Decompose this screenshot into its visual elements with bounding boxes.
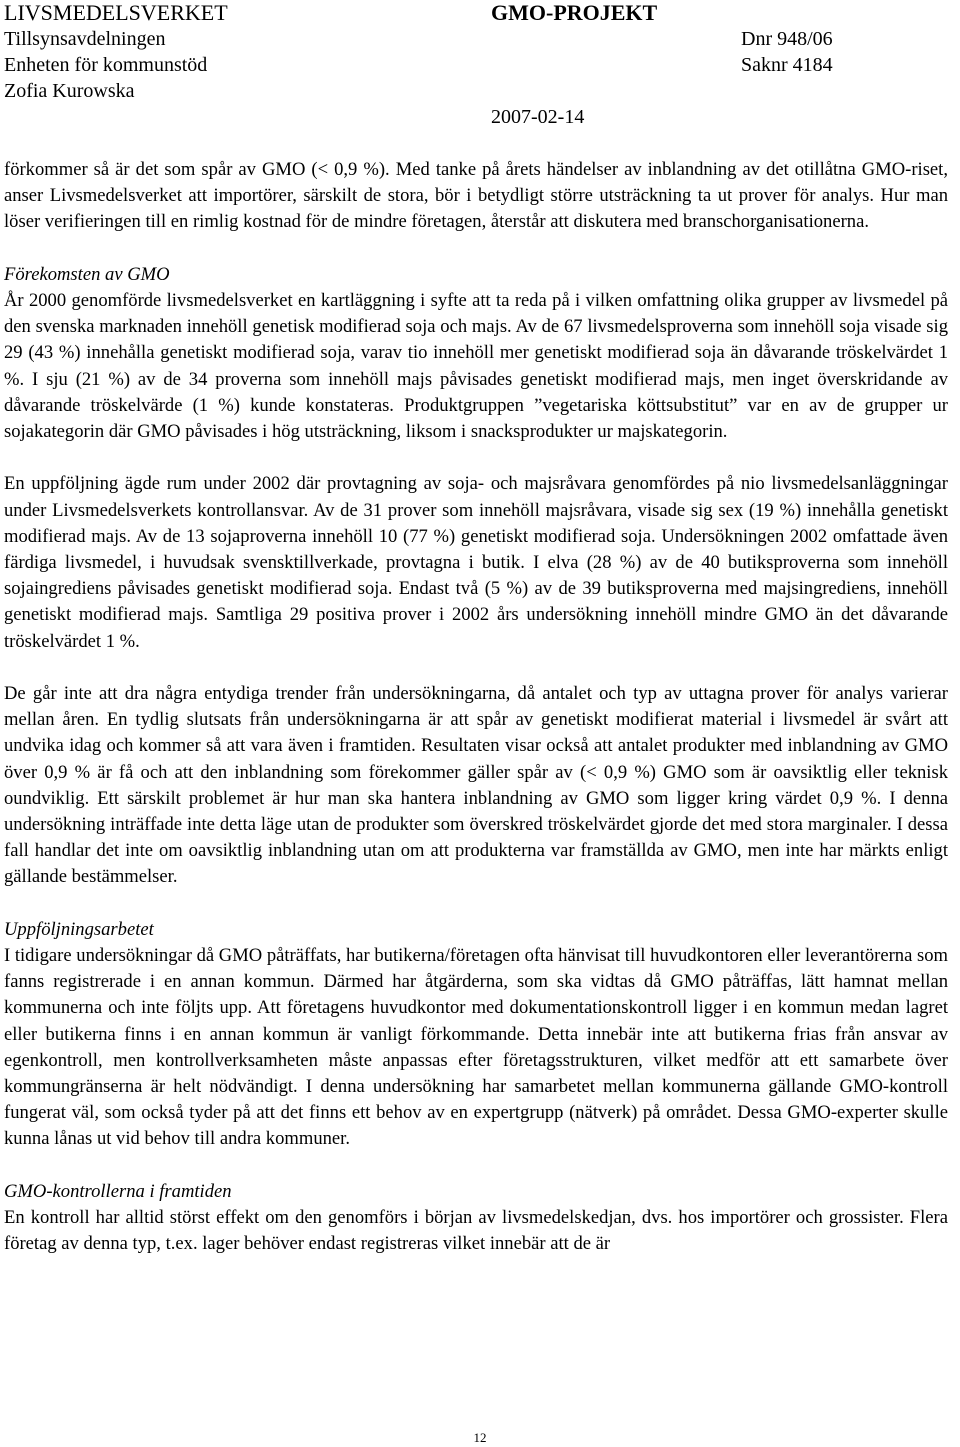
paragraph-import-verification: förkommer så är det som spår av GMO (< 0,9 %). Med tanke på årets händelser av inblandning av det otillåtna GMO-riset, anser Livsmedelsverket att importörer, särskilt de stora, bör i betydligt större utsträckning ta ut prover för analys. Hur man löser verifieringen till en rimlig kostnad för de mindre företagen, återstår att diskutera med branschorganisationerna. (4, 159, 948, 233)
page-number: 12 (473, 1430, 487, 1445)
paragraph-followup-work: I tidigare undersökningar då GMO påträffats, har butikerna/företagen ofta hänvisat till huvudkontoren eller leverantörerna som fanns registrerade i en annan kommun. Därmed har åtgärderna, som ska vidtas då GMO påträffas, lätt hamnat mellan kommunerna och inte följts upp. Att företagens huvudkontor med dokumentationskontroll ligger i en kommun medan lagret eller butikerna finns i en annan kommun är vanligt förkommande. Detta innebär inte att butikerna frias från ansvar av egenkontroll, men kontrollverksamheten måste anpassas efter företagsstrukturen, vilket medför att ett samarbete över kommungränserna är helt nödvändigt. I denna undersökning har samarbetet mellan kommunerna gällande GMO-kontroll fungerat väl, som också tyder på att det finns ett behov av en expertgrupp (nätverk) på området. Dessa GMO-experter skulle kunna lånas ut vid behov till andra kommuner. (4, 945, 948, 1150)
section-heading-future-controls: GMO-kontrollerna i framtiden (4, 1180, 232, 1202)
author-name: Zofia Kurowska (4, 80, 135, 102)
department-name: Tillsynsavdelningen (4, 28, 166, 50)
diary-number: Dnr 948/06 (741, 28, 833, 50)
paragraph-survey-2000: År 2000 genomförde livsmedelsverket en kartläggning i syfte att ta reda på i vilken omfattning olika grupper av livsmedel på den svenska marknaden innehöll genetisk modifierad soja och majs. Av de 67 livsmedelsproverna som innehöll soja visade sig 29 (43 %) innehålla genetiskt modifierad soja, varav tio innehöll mer genetiskt modifierad soja än dåvarande tröskelvärdet 1 %. I sju (21 %) av de 34 proverna som innehöll majs påvisades genetiskt modifierad majs, men inget överskridande av dåvarande tröskelvärde (1 %) kunde konstateras. Produktgruppen ”vegetariska köttsubstitut” var en av de grupper ur sojakategorin där GMO påvisades i hög utsträckning, liksom i snacksprodukter ur majskategorin. (4, 290, 948, 443)
section-heading-followup-work: Uppföljningsarbetet (4, 918, 154, 940)
agency-name: LIVSMEDELSVERKET (4, 0, 228, 25)
document-body (4, 157, 948, 1257)
paragraph-conclusions: De går inte att dra några entydiga trender från undersökningarna, då antalet och typ av uttagna prover för analys varierar mellan åren. En tydlig slutsats från undersökningarna är att spår av genetiskt modifierat material i livsmedel är svårt att undvika idag och kommer så att vara även i framtiden. Resultaten visar också att antalet produkter med inblandning av GMO över 0,9 % är få och att den inblandning som förekommer gäller spår av (< 0,9 %) GMO som är oavsiktlig eller teknisk oundviklig. Ett särskilt problemet är hur man ska hantera inblandning av GMO som ligger kring värdet 0,9 %. I denna undersökning inträffade inte detta läge utan de produkter som överskred tröskelvärdet gjorde det med stora marginaler. I dessa fall handlar det inte om oavsiktlig inblandning utan om att produkterna var framställda av GMO, men inte har märkts enligt gällande bestämmelser. (4, 683, 948, 888)
document-date: 2007-02-14 (491, 106, 585, 128)
paragraph-future-controls: En kontroll har alltid störst effekt om den genomförs i början av livsmedelskedjan, dvs. hos importörer och grossister. Flera företag av denna typ, t.ex. lager behöver endast registreras vilket innebär att de är (4, 1207, 948, 1255)
unit-name: Enheten för kommunstöd (4, 54, 208, 76)
section-heading-occurrence: Förekomsten av GMO (4, 263, 170, 285)
case-number: Saknr 4184 (741, 54, 833, 76)
project-title: GMO-PROJEKT (491, 0, 658, 25)
paragraph-followup-2002: En uppföljning ägde rum under 2002 där provtagning av soja- och majsråvara genomfördes på nio livsmedelsanläggningar under Livsmedelsverkets kontrollansvar. Av de 31 prover som innehöll majsråvara, visade sig sex (19 %) innehålla genetiskt modifierad majs. Av de 13 sojaproverna innehöll 10 (77 %) genetiskt modifierad soja. Undersökningen 2002 omfattade även färdiga livsmedel, i huvudsak svensktillverkade, provtagna i butik. I elva (28 %) av de 40 butiksproverna som innehöll sojaingrediens påvisades genetiskt modifierad soja. Endast två (5 %) av de 39 butiksproverna med majsingrediens, innehöll genetiskt modifierad majs. Samtliga 29 positiva prover i 2002 års undersökning innehöll mindre GMO än det dåvarande tröskelvärdet 1 %. (4, 473, 948, 652)
